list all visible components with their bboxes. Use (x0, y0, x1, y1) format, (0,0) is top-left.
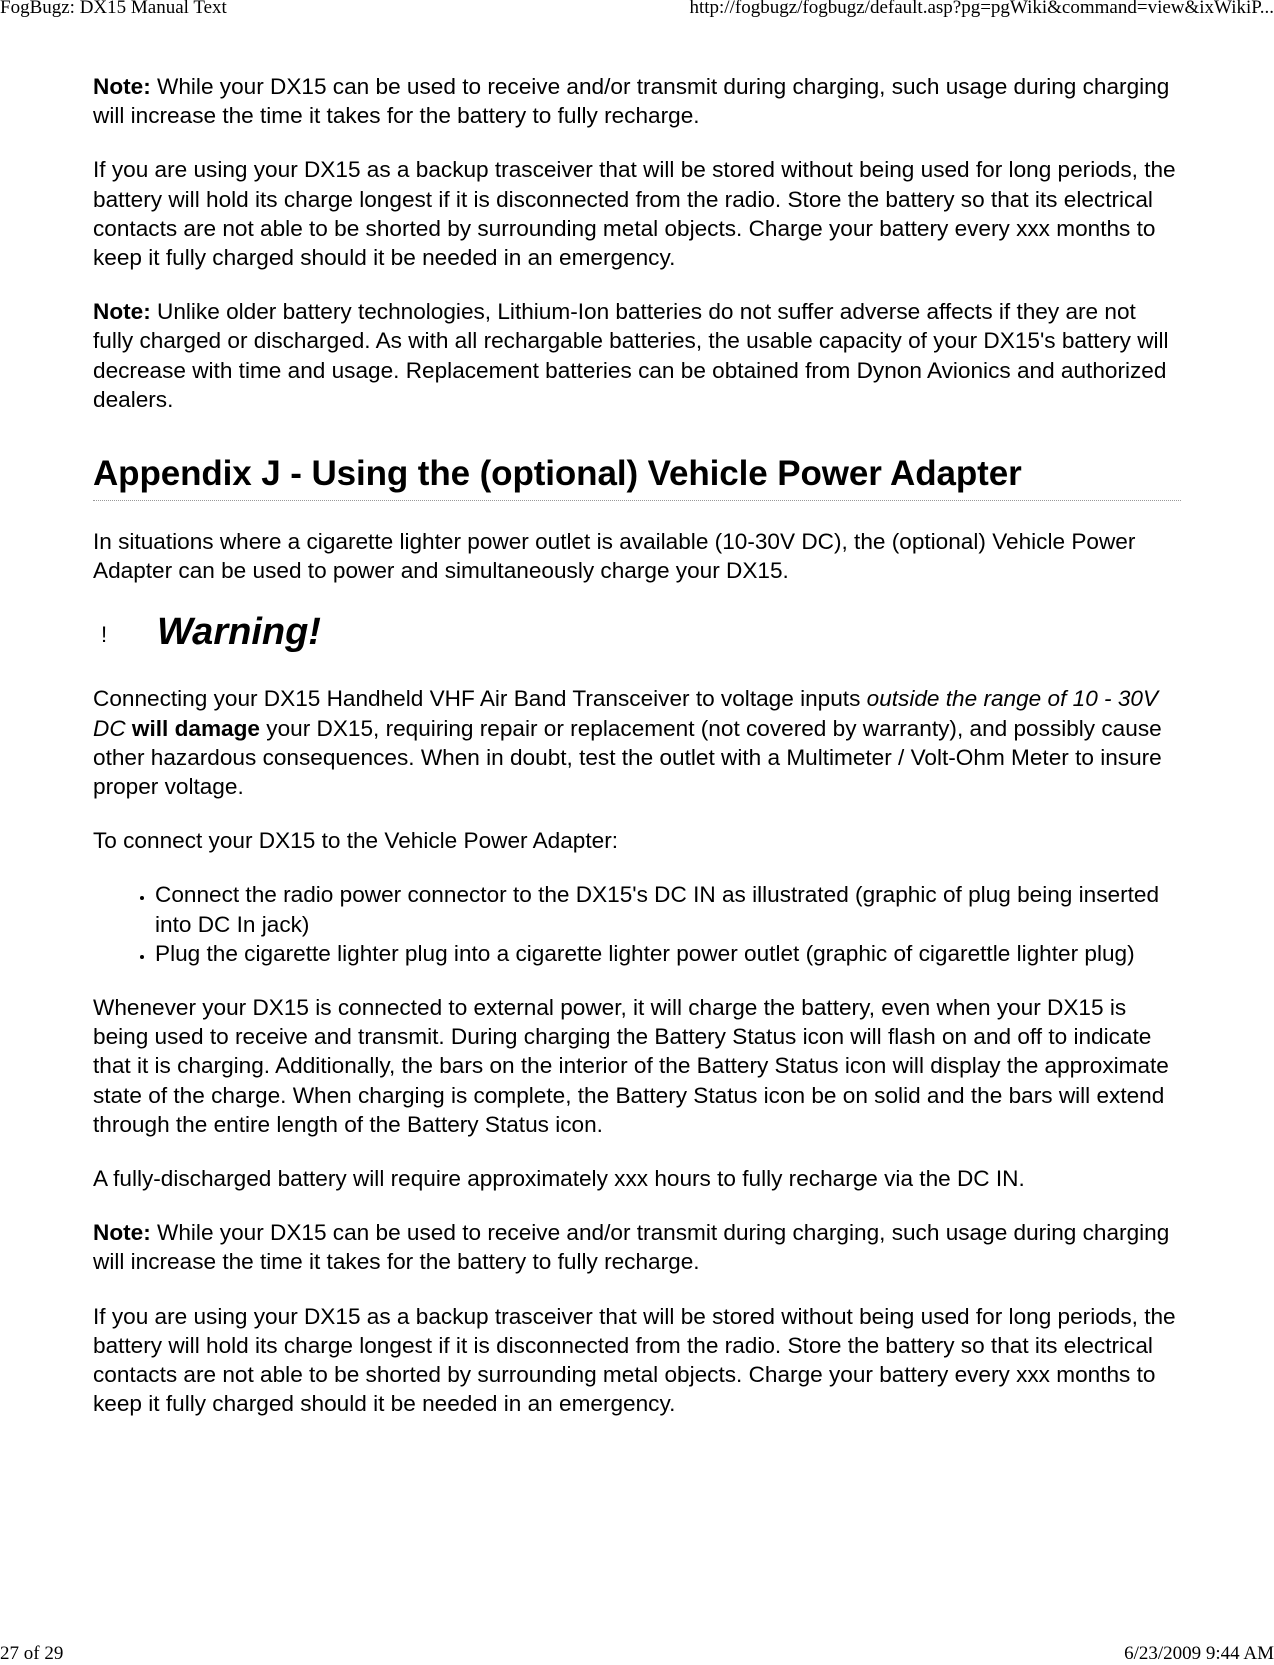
warning-damage: will damage (131, 715, 260, 741)
print-datetime: 6/23/2009 9:44 AM (1124, 1643, 1274, 1664)
appendix-heading: Appendix J - Using the (optional) Vehicle Power Adapter (93, 454, 1181, 501)
warning-paragraph (93, 684, 1181, 801)
connect-intro: To connect your DX15 to the Vehicle Power Adapter: (93, 828, 618, 854)
backup-paragraph: If you are using your DX15 as a backup trasceiver that will be stored without being used for long periods, the battery will hold its charge longest if it is disconnected from the radio. Store the battery so that its electrical contacts are not able to be shorted by surrounding metal objects. Charge your battery every xxx months to keep it fully charged should it be needed in an emergency. (93, 157, 1176, 271)
note-text: While your DX15 can be used to receive and/or transmit during charging, such usage during charging will increase the time it takes for the battery to fully recharge. (93, 74, 1170, 129)
note-paragraph (93, 297, 1181, 414)
recharge-time-paragraph: A fully-discharged battery will require approximately xxx hours to fully recharge via the DC IN. (93, 1166, 1025, 1192)
warning-title: Warning! (157, 611, 321, 654)
warning-text: your DX15, requiring repair or replacement (not covered by warranty), and possibly cause other hazardous consequences. When in doubt, test the outlet with a Multimeter / Volt-Ohm Meter to insure proper voltage. (93, 715, 1162, 800)
warning-range: outside the range of 10 - 30V DC (93, 686, 1159, 741)
page-url: http://fogbugz/fogbugz/default.asp?pg=pgWiki&command=view&ixWikiP... (689, 0, 1274, 18)
page-title: FogBugz: DX15 Manual Text (0, 0, 227, 18)
appendix-intro: In situations where a cigarette lighter power outlet is available (10-30V DC), the (optional) Vehicle Power Adapter can be used to power and simultaneously charge your DX15. (93, 529, 1136, 584)
note-label: Note: (93, 1220, 151, 1246)
note-label: Note: (93, 74, 151, 99)
note-label: Note: (93, 299, 151, 325)
document-content (93, 72, 1181, 1419)
note-text: Unlike older battery technologies, Lithium-Ion batteries do not suffer adverse affects if they are not fully charged or discharged. As with all rechargable batteries, the usable capacity of your DX15's battery will decrease with time and usage. Replacement batteries can be obtained from Dynon Avionics and authorized dealers. (93, 299, 1169, 412)
page-number: 27 of 29 (0, 1643, 64, 1664)
warning-heading (93, 610, 1181, 658)
charging-paragraph: Whenever your DX15 is connected to external power, it will charge the battery, even when your DX15 is being used to receive and transmit. During charging the Battery Status icon will flash on and off to indicate that it is charging. Additionally, the bars on the interior of the Battery Status icon will display the approximate state of the charge. When charging is complete, the Battery Status icon be on solid and the bars will extend through the entire length of the Battery Status icon. (93, 995, 1169, 1137)
list-item: • Plug the cigarette lighter plug into a cigarette lighter power outlet (graphic of cigarettle lighter plug) (155, 939, 1181, 968)
warning-icon: ! (101, 622, 108, 648)
warning-text: Connecting your DX15 Handheld VHF Air Band Transceiver to voltage inputs (93, 686, 867, 712)
list-item: • Connect the radio power connector to the DX15's DC IN as illustrated (graphic of plug being inserted into DC In jack) (155, 880, 1181, 938)
note-paragraph (93, 72, 1181, 130)
steps-list (93, 880, 1181, 968)
note-paragraph (93, 1218, 1181, 1276)
note-text: While your DX15 can be used to receive and/or transmit during charging, such usage during charging will increase the time it takes for the battery to fully recharge. (93, 1220, 1170, 1275)
backup-paragraph: If you are using your DX15 as a backup trasceiver that will be stored without being used for long periods, the battery will hold its charge longest if it is disconnected from the radio. Store the battery so that its electrical contacts are not able to be shorted by surrounding metal objects. Charge your battery every xxx months to keep it fully charged should it be needed in an emergency. (93, 1303, 1176, 1417)
